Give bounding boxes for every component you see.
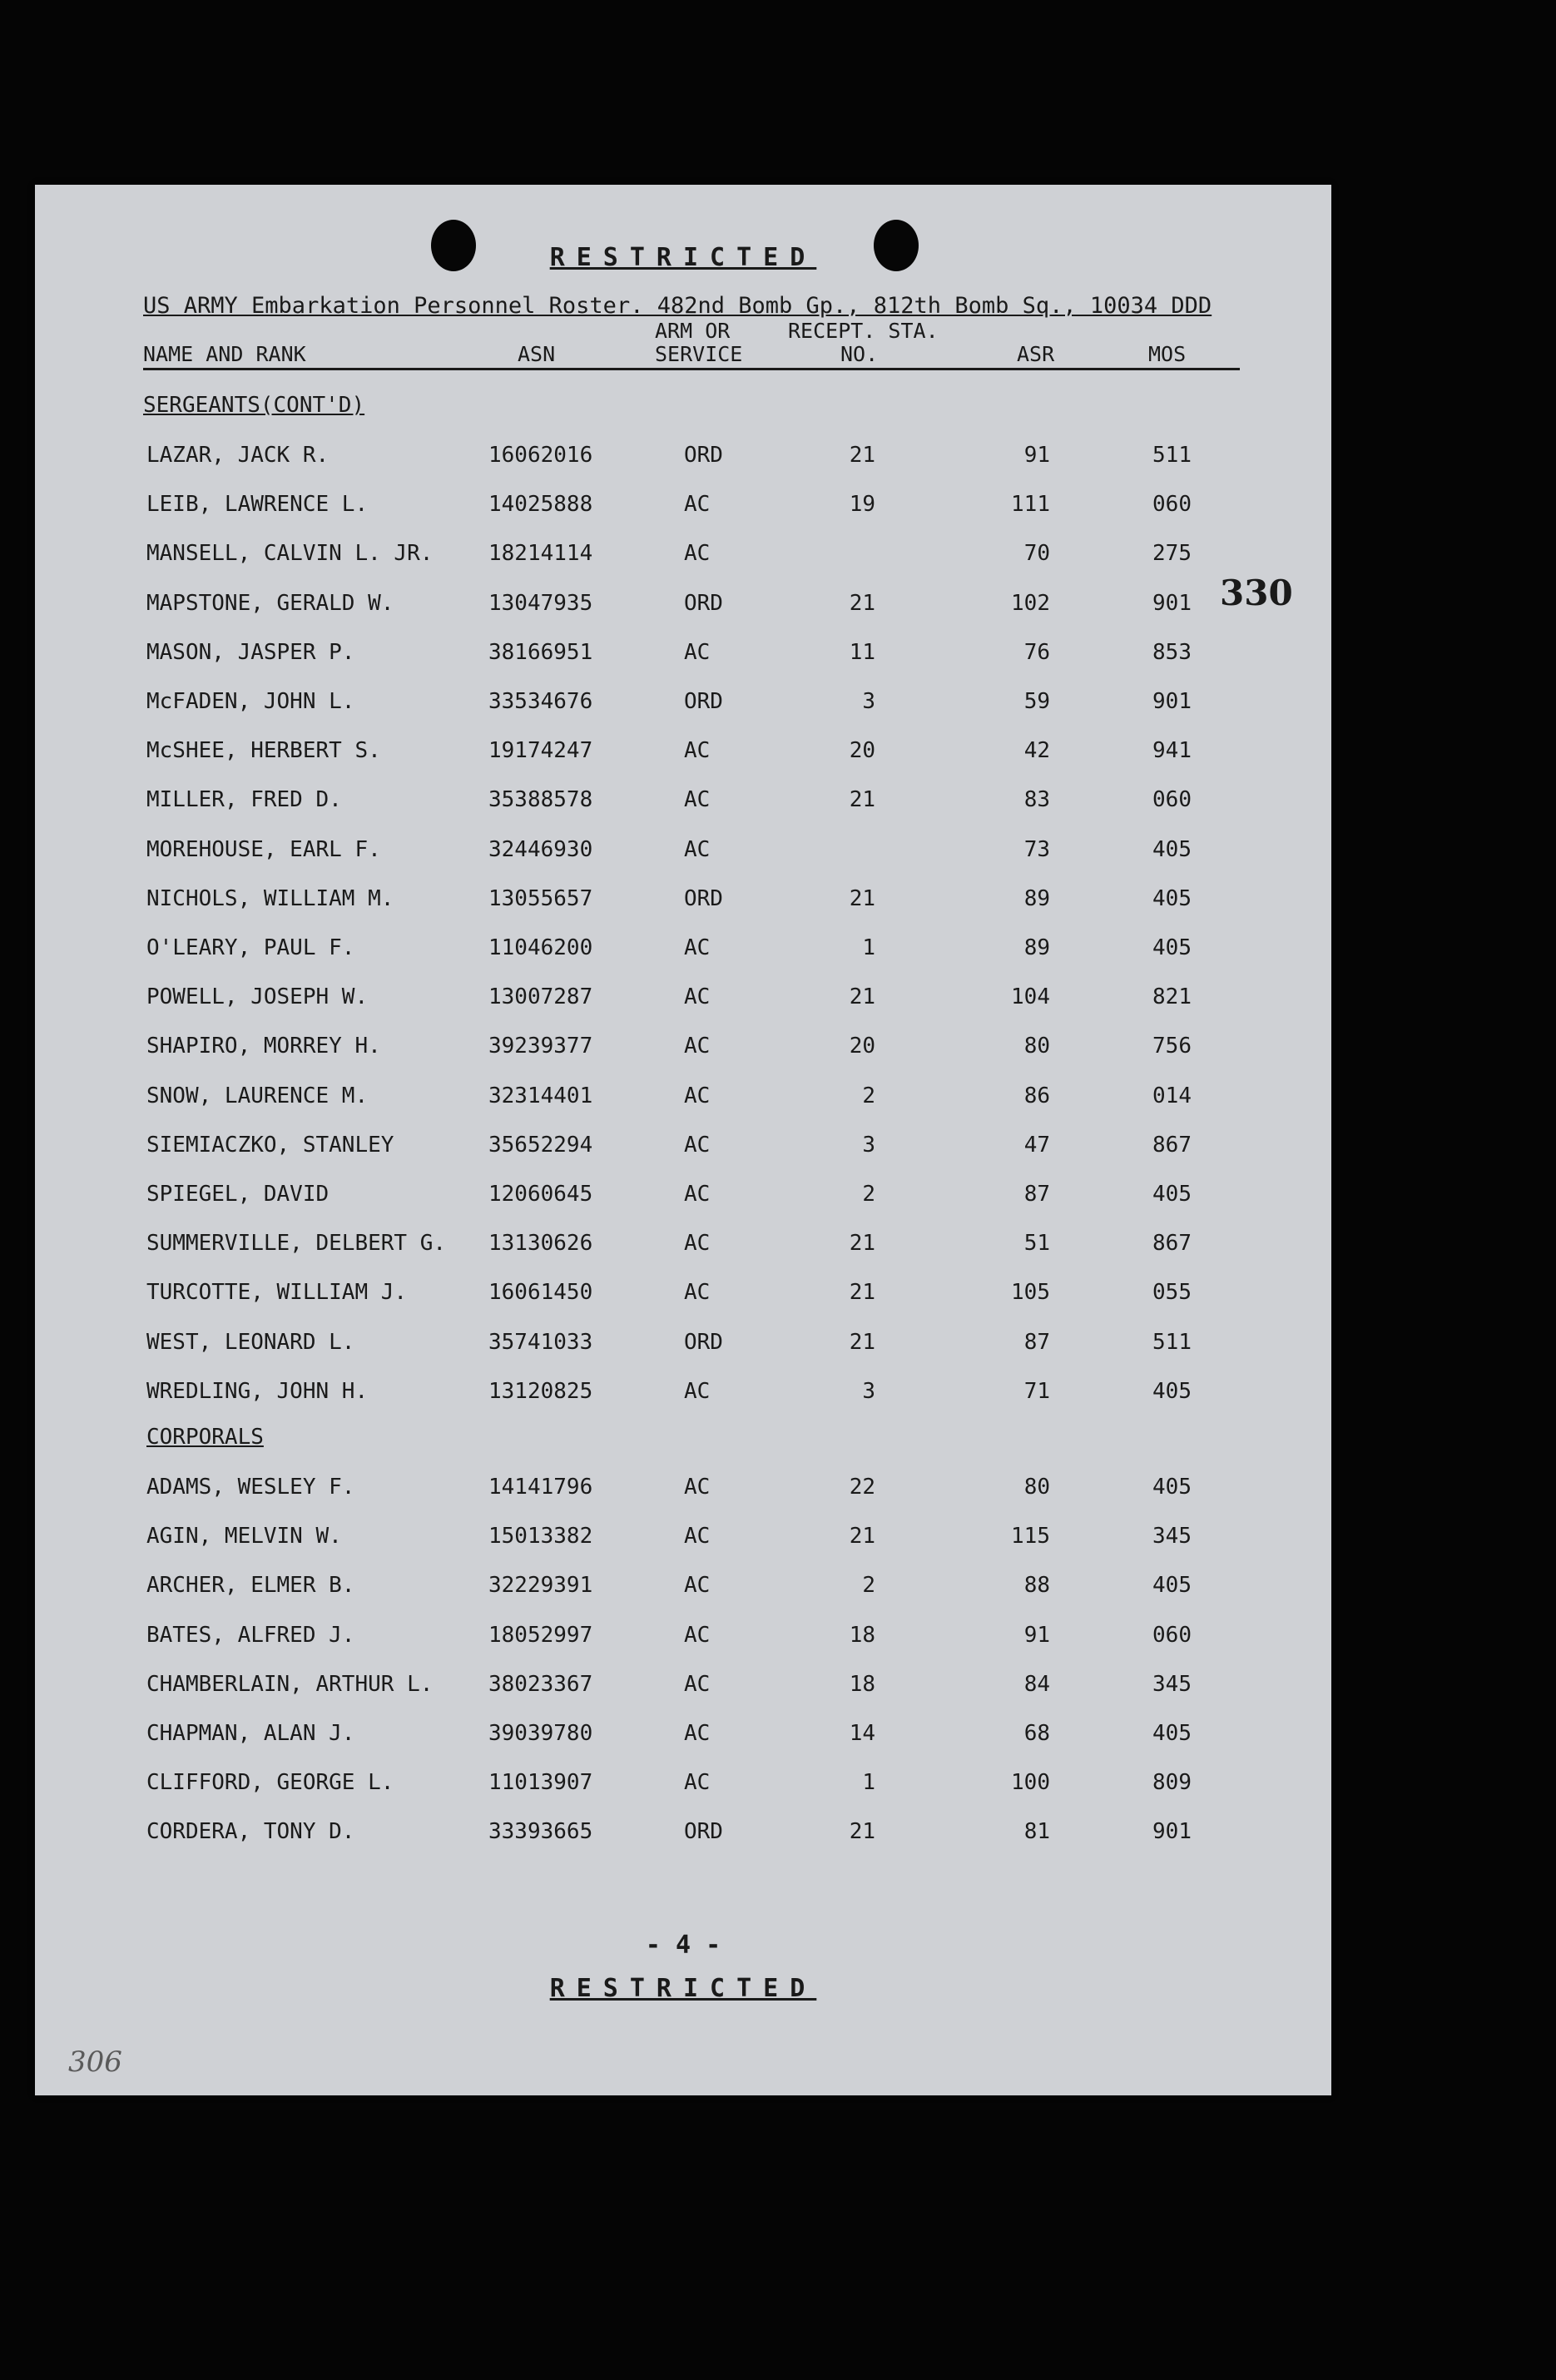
cell-arm-service: AC	[684, 836, 711, 862]
section-title-corporals: CORPORALS	[146, 1425, 264, 1450]
cell-name: CHAPMAN, ALAN J.	[146, 1721, 355, 1746]
col-header-asn: ASN	[518, 342, 556, 366]
cell-asn: 13007287	[488, 984, 593, 1010]
cell-mos: 867	[1152, 1132, 1192, 1158]
cell-name: MANSELL, CALVIN L. JR.	[146, 541, 434, 567]
cell-arm-service: AC	[684, 1132, 711, 1158]
cell-name: CLIFFORD, GEORGE L.	[146, 1770, 394, 1796]
col-header-name: NAME AND RANK	[143, 342, 306, 366]
cell-asr: 87	[1023, 1182, 1050, 1207]
table-row	[35, 935, 1331, 969]
cell-arm-service: ORD	[684, 689, 723, 714]
cell-recept-sta: 21	[849, 1329, 875, 1355]
cell-asn: 18052997	[488, 1622, 593, 1648]
cell-asr: 80	[1023, 1475, 1050, 1500]
roster-title: US ARMY Embarkation Personnel Roster. 482nd Bomb Gp., 812th Bomb Sq., 10034 DDD	[143, 293, 1212, 319]
cell-asn: 32314401	[488, 1083, 593, 1108]
cell-mos: 853	[1152, 639, 1192, 665]
cell-mos: 060	[1152, 787, 1192, 813]
cell-name: SNOW, LAURENCE M.	[146, 1083, 369, 1108]
table-row	[35, 1819, 1331, 1852]
cell-recept-sta: 2	[862, 1182, 875, 1207]
cell-asr: 89	[1023, 885, 1050, 911]
cell-arm-service: ORD	[684, 1329, 723, 1355]
cell-arm-service: AC	[684, 492, 711, 518]
cell-arm-service: AC	[684, 1622, 711, 1648]
cell-recept-sta: 19	[849, 492, 875, 518]
cell-arm-service: AC	[684, 1524, 711, 1549]
cell-name: LAZAR, JACK R.	[146, 443, 330, 468]
table-row	[35, 492, 1331, 525]
cell-mos: 405	[1152, 1573, 1192, 1599]
cell-name: AGIN, MELVIN W.	[146, 1524, 342, 1549]
table-row	[35, 1083, 1331, 1117]
cell-asr: 91	[1023, 1622, 1050, 1648]
cell-name: POWELL, JOSEPH W.	[146, 984, 369, 1010]
cell-recept-sta: 21	[849, 1524, 875, 1549]
cell-arm-service: AC	[684, 1671, 711, 1697]
section-title-sergeants: SERGEANTS(CONT'D)	[143, 393, 365, 418]
cell-asn: 39039780	[488, 1721, 593, 1746]
cell-asr: 83	[1023, 787, 1050, 813]
cell-asr: 71	[1023, 1378, 1050, 1404]
cell-arm-service: AC	[684, 935, 711, 960]
table-row	[35, 1133, 1331, 1166]
cell-arm-service: AC	[684, 1770, 711, 1796]
table-row	[35, 984, 1331, 1018]
cell-asr: 70	[1023, 541, 1050, 567]
cell-name: MASON, JASPER P.	[146, 639, 355, 665]
cell-mos: 405	[1152, 836, 1192, 862]
cell-name: O'LEARY, PAUL F.	[146, 935, 355, 960]
table-row	[35, 1524, 1331, 1557]
cell-recept-sta: 18	[849, 1671, 875, 1697]
cell-asr: 47	[1023, 1132, 1050, 1158]
cell-arm-service: AC	[684, 1378, 711, 1404]
cell-asr: 84	[1023, 1671, 1050, 1697]
cell-asn: 35652294	[488, 1132, 593, 1158]
cell-arm-service: AC	[684, 1231, 711, 1257]
col-header-arm-line2: SERVICE	[655, 342, 743, 366]
cell-mos: 405	[1152, 1378, 1192, 1404]
cell-arm-service: AC	[684, 1573, 711, 1599]
cell-name: ARCHER, ELMER B.	[146, 1573, 355, 1599]
cell-name: TURCOTTE, WILLIAM J.	[146, 1280, 408, 1306]
cell-arm-service: AC	[684, 984, 711, 1010]
cell-arm-service: AC	[684, 787, 711, 813]
cell-recept-sta: 21	[849, 885, 875, 911]
cell-name: LEIB, LAWRENCE L.	[146, 492, 369, 518]
col-header-asr: ASR	[1017, 342, 1055, 366]
cell-arm-service: AC	[684, 1280, 711, 1306]
cell-asr: 68	[1023, 1721, 1050, 1746]
cell-asn: 39239377	[488, 1034, 593, 1059]
cell-asr: 86	[1023, 1083, 1050, 1108]
cell-arm-service: AC	[684, 1182, 711, 1207]
cell-name: WREDLING, JOHN H.	[146, 1378, 369, 1404]
cell-name: McSHEE, HERBERT S.	[146, 738, 381, 764]
cell-mos: 511	[1152, 1329, 1192, 1355]
cell-recept-sta: 18	[849, 1622, 875, 1648]
document-page	[35, 185, 1331, 2095]
cell-recept-sta: 21	[849, 984, 875, 1010]
cell-arm-service: AC	[684, 1721, 711, 1746]
side-stamp-number: 330	[1220, 573, 1293, 613]
cell-asn: 11046200	[488, 935, 593, 960]
cell-asn: 32446930	[488, 836, 593, 862]
table-row	[35, 1573, 1331, 1606]
cell-mos: 405	[1152, 1721, 1192, 1746]
cell-arm-service: AC	[684, 541, 711, 567]
table-row	[35, 738, 1331, 771]
cell-asn: 38166951	[488, 639, 593, 665]
classification-bottom: RESTRICTED	[549, 1974, 817, 2003]
table-row	[35, 1330, 1331, 1363]
cell-recept-sta: 21	[849, 1819, 875, 1845]
cell-arm-service: AC	[684, 1475, 711, 1500]
cell-arm-service: AC	[684, 1083, 711, 1108]
cell-asr: 102	[1011, 590, 1050, 616]
cell-asr: 42	[1023, 738, 1050, 764]
col-header-recept-line2: NO.	[840, 342, 879, 366]
cell-mos: 867	[1152, 1231, 1192, 1257]
cell-asr: 115	[1011, 1524, 1050, 1549]
table-row	[35, 886, 1331, 920]
cell-asn: 11013907	[488, 1770, 593, 1796]
cell-recept-sta: 21	[849, 1231, 875, 1257]
cell-asr: 105	[1011, 1280, 1050, 1306]
cell-asn: 16061450	[488, 1280, 593, 1306]
cell-recept-sta: 21	[849, 590, 875, 616]
table-row	[35, 1379, 1331, 1412]
table-row	[35, 640, 1331, 673]
cell-name: NICHOLS, WILLIAM M.	[146, 885, 394, 911]
cell-recept-sta: 2	[862, 1573, 875, 1599]
cell-recept-sta: 11	[849, 639, 875, 665]
cell-mos: 901	[1152, 689, 1192, 714]
cell-name: ADAMS, WESLEY F.	[146, 1475, 355, 1500]
cell-recept-sta: 14	[849, 1721, 875, 1746]
cell-recept-sta: 21	[849, 787, 875, 813]
cell-asn: 18214114	[488, 541, 593, 567]
table-row	[35, 1475, 1331, 1508]
cell-arm-service: AC	[684, 738, 711, 764]
table-row	[35, 1721, 1331, 1754]
cell-mos: 901	[1152, 590, 1192, 616]
cell-mos: 275	[1152, 541, 1192, 567]
cell-mos: 809	[1152, 1770, 1192, 1796]
table-row	[35, 1672, 1331, 1705]
cell-asn: 14141796	[488, 1475, 593, 1500]
cell-recept-sta: 3	[862, 1132, 875, 1158]
col-header-recept-line1: RECEPT. STA.	[788, 319, 939, 343]
cell-arm-service: AC	[684, 639, 711, 665]
cell-asn: 35741033	[488, 1329, 593, 1355]
cell-mos: 405	[1152, 935, 1192, 960]
cell-recept-sta: 21	[849, 443, 875, 468]
cell-name: SHAPIRO, MORREY H.	[146, 1034, 381, 1059]
handwritten-number: 306	[68, 2045, 122, 2079]
cell-asr: 51	[1023, 1231, 1050, 1257]
table-row	[35, 591, 1331, 624]
cell-asn: 32229391	[488, 1573, 593, 1599]
col-header-arm-line1: ARM OR	[655, 319, 731, 343]
cell-asn: 14025888	[488, 492, 593, 518]
cell-asn: 38023367	[488, 1671, 593, 1697]
cell-arm-service: ORD	[684, 590, 723, 616]
cell-recept-sta: 1	[862, 1770, 875, 1796]
cell-asn: 12060645	[488, 1182, 593, 1207]
col-header-mos: MOS	[1148, 342, 1187, 366]
table-row	[35, 1182, 1331, 1215]
table-row	[35, 541, 1331, 574]
table-row	[35, 1231, 1331, 1264]
cell-mos: 060	[1152, 1622, 1192, 1648]
cell-asr: 76	[1023, 639, 1050, 665]
table-row	[35, 1770, 1331, 1803]
cell-name: MOREHOUSE, EARL F.	[146, 836, 381, 862]
table-row	[35, 1623, 1331, 1656]
cell-recept-sta: 2	[862, 1083, 875, 1108]
cell-recept-sta: 3	[862, 1378, 875, 1404]
table-row	[35, 1034, 1331, 1067]
cell-asn: 13055657	[488, 885, 593, 911]
cell-mos: 345	[1152, 1524, 1192, 1549]
cell-name: SUMMERVILLE, DELBERT G.	[146, 1231, 447, 1257]
cell-mos: 055	[1152, 1280, 1192, 1306]
cell-mos: 756	[1152, 1034, 1192, 1059]
cell-mos: 405	[1152, 1182, 1192, 1207]
cell-name: McFADEN, JOHN L.	[146, 689, 355, 714]
cell-asr: 59	[1023, 689, 1050, 714]
cell-asn: 35388578	[488, 787, 593, 813]
cell-arm-service: AC	[684, 1034, 711, 1059]
cell-mos: 014	[1152, 1083, 1192, 1108]
cell-name: SPIEGEL, DAVID	[146, 1182, 330, 1207]
cell-asr: 111	[1011, 492, 1050, 518]
cell-recept-sta: 21	[849, 1280, 875, 1306]
cell-mos: 901	[1152, 1819, 1192, 1845]
cell-asr: 87	[1023, 1329, 1050, 1355]
cell-asr: 89	[1023, 935, 1050, 960]
cell-mos: 060	[1152, 492, 1192, 518]
cell-asr: 88	[1023, 1573, 1050, 1599]
cell-recept-sta: 22	[849, 1475, 875, 1500]
cell-mos: 821	[1152, 984, 1192, 1010]
cell-recept-sta: 20	[849, 738, 875, 764]
cell-mos: 345	[1152, 1671, 1192, 1697]
cell-mos: 405	[1152, 1475, 1192, 1500]
table-row	[35, 787, 1331, 821]
cell-asn: 19174247	[488, 738, 593, 764]
table-row	[35, 1280, 1331, 1313]
classification-top: RESTRICTED	[549, 243, 817, 272]
cell-mos: 405	[1152, 885, 1192, 911]
cell-asn: 33534676	[488, 689, 593, 714]
cell-asr: 91	[1023, 443, 1050, 468]
cell-asr: 80	[1023, 1034, 1050, 1059]
cell-asr: 73	[1023, 836, 1050, 862]
cell-asr: 100	[1011, 1770, 1050, 1796]
table-row	[35, 443, 1331, 476]
cell-name: MILLER, FRED D.	[146, 787, 342, 813]
cell-recept-sta: 1	[862, 935, 875, 960]
cell-arm-service: ORD	[684, 443, 723, 468]
cell-name: CHAMBERLAIN, ARTHUR L.	[146, 1671, 434, 1697]
cell-arm-service: ORD	[684, 885, 723, 911]
cell-name: CORDERA, TONY D.	[146, 1819, 355, 1845]
cell-mos: 941	[1152, 738, 1192, 764]
cell-mos: 511	[1152, 443, 1192, 468]
page-number: - 4 -	[645, 1931, 721, 1960]
cell-name: MAPSTONE, GERALD W.	[146, 590, 394, 616]
cell-name: WEST, LEONARD L.	[146, 1329, 355, 1355]
cell-asn: 13047935	[488, 590, 593, 616]
cell-recept-sta: 20	[849, 1034, 875, 1059]
cell-asn: 16062016	[488, 443, 593, 468]
cell-asn: 15013382	[488, 1524, 593, 1549]
header-rule	[143, 368, 1240, 370]
table-row	[35, 689, 1331, 722]
cell-recept-sta: 3	[862, 689, 875, 714]
cell-name: BATES, ALFRED J.	[146, 1622, 355, 1648]
cell-asn: 13130626	[488, 1231, 593, 1257]
cell-asn: 13120825	[488, 1378, 593, 1404]
cell-arm-service: ORD	[684, 1819, 723, 1845]
cell-asr: 104	[1011, 984, 1050, 1010]
table-row	[35, 837, 1331, 870]
cell-asr: 81	[1023, 1819, 1050, 1845]
cell-asn: 33393665	[488, 1819, 593, 1845]
cell-name: SIEMIACZKO, STANLEY	[146, 1132, 394, 1158]
